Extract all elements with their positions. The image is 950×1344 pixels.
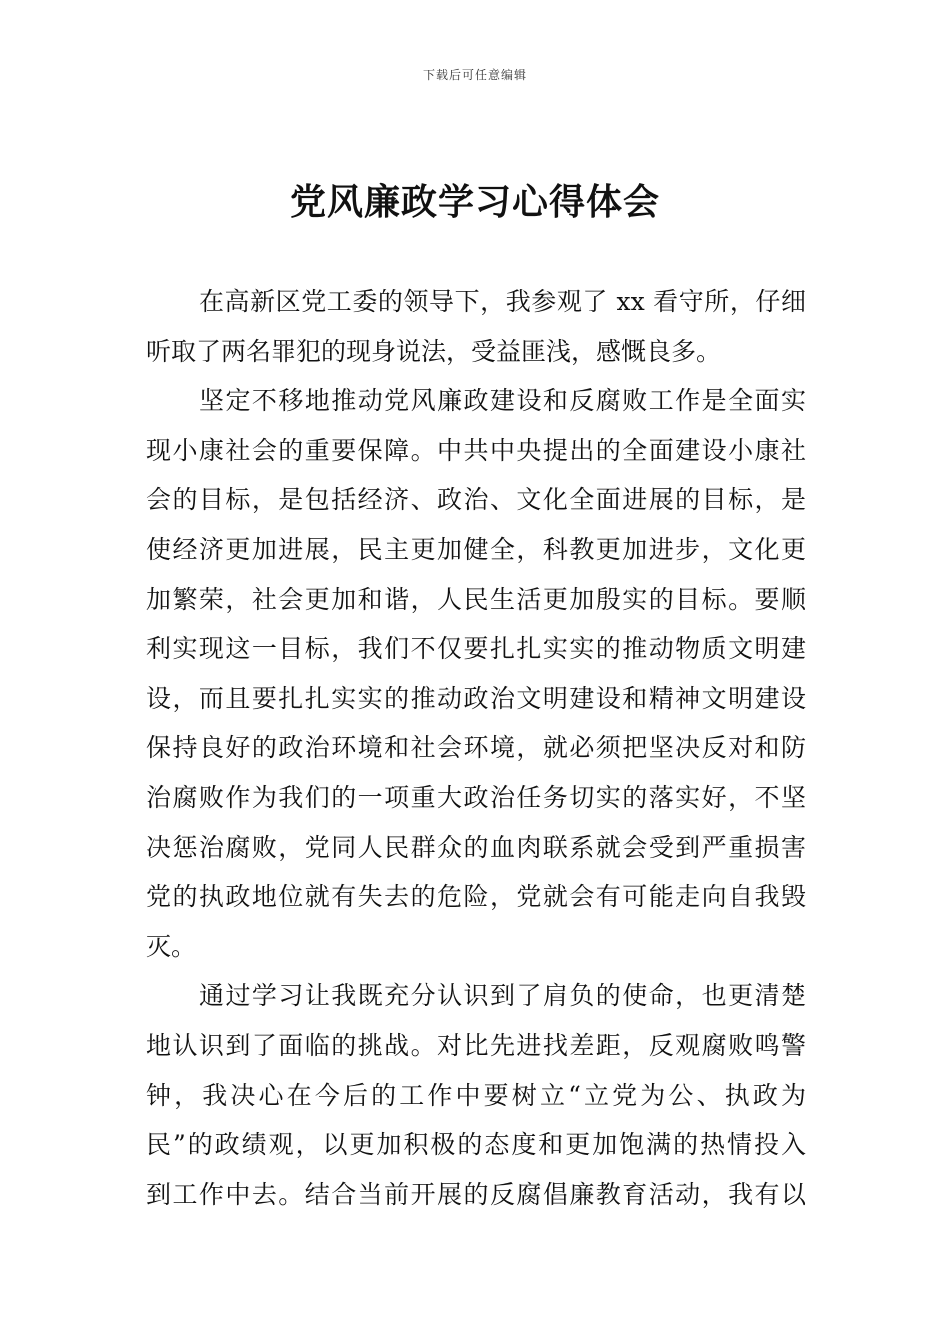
text-line: 加繁荣，社会更加和谐，人民生活更加殷实的目标。要顺 xyxy=(146,584,806,614)
text-line: 会的目标，是包括经济、政治、文化全面进展的目标，是 xyxy=(146,485,806,515)
text-line: 保持良好的政治环境和社会环境，就必须把坚决反对和防 xyxy=(146,733,806,763)
text-line: 决惩治腐败，党同人民群众的血肉联系就会受到严重损害 xyxy=(146,832,806,862)
text-line: 钟，我决心在今后的工作中要树立“立党为公、执政为 xyxy=(146,1080,806,1110)
paragraph-2 xyxy=(146,376,806,971)
text-line: 民”的政绩观，以更加积极的态度和更加饱满的热情投入 xyxy=(146,1130,806,1160)
text-line: 地认识到了面临的挑战。对比先进找差距，反观腐败鸣警 xyxy=(146,1030,806,1060)
text-line: 到工作中去。结合当前开展的反腐倡廉教育活动，我有以 xyxy=(146,1179,806,1209)
text-line: 灭。 xyxy=(146,931,197,961)
document-body xyxy=(146,277,806,1219)
paragraph-3 xyxy=(146,971,806,1219)
text-line: 使经济更加进展，民主更加健全，科教更加进步，文化更 xyxy=(146,534,806,564)
text-line: 现小康社会的重要保障。中共中央提出的全面建设小康社 xyxy=(146,435,806,465)
text-line: 在高新区党工委的领导下，我参观了 xx 看守所，仔细 xyxy=(199,287,806,316)
text-line: 利实现这一目标，我们不仅要扎扎实实的推动物质文明建 xyxy=(146,634,806,664)
text-line: 设，而且要扎扎实实的推动政治文明建设和精神文明建设 xyxy=(146,683,806,713)
text-line: 坚定不移地推动党风廉政建设和反腐败工作是全面实 xyxy=(199,386,806,416)
paragraph-1 xyxy=(146,277,806,376)
text-line: 通过学习让我既充分认识到了肩负的使命，也更清楚 xyxy=(199,981,806,1011)
text-line: 党的执政地位就有失去的危险，党就会有可能走向自我毁 xyxy=(146,882,806,912)
header-note: 下载后可任意编辑 xyxy=(422,68,527,82)
text-line: 听取了两名罪犯的现身说法，受益匪浅，感慨良多。 xyxy=(146,336,722,366)
document-title: 党风廉政学习心得体会 xyxy=(289,181,660,223)
text-line: 治腐败作为我们的一项重大政治任务切实的落实好，不坚 xyxy=(146,782,806,812)
